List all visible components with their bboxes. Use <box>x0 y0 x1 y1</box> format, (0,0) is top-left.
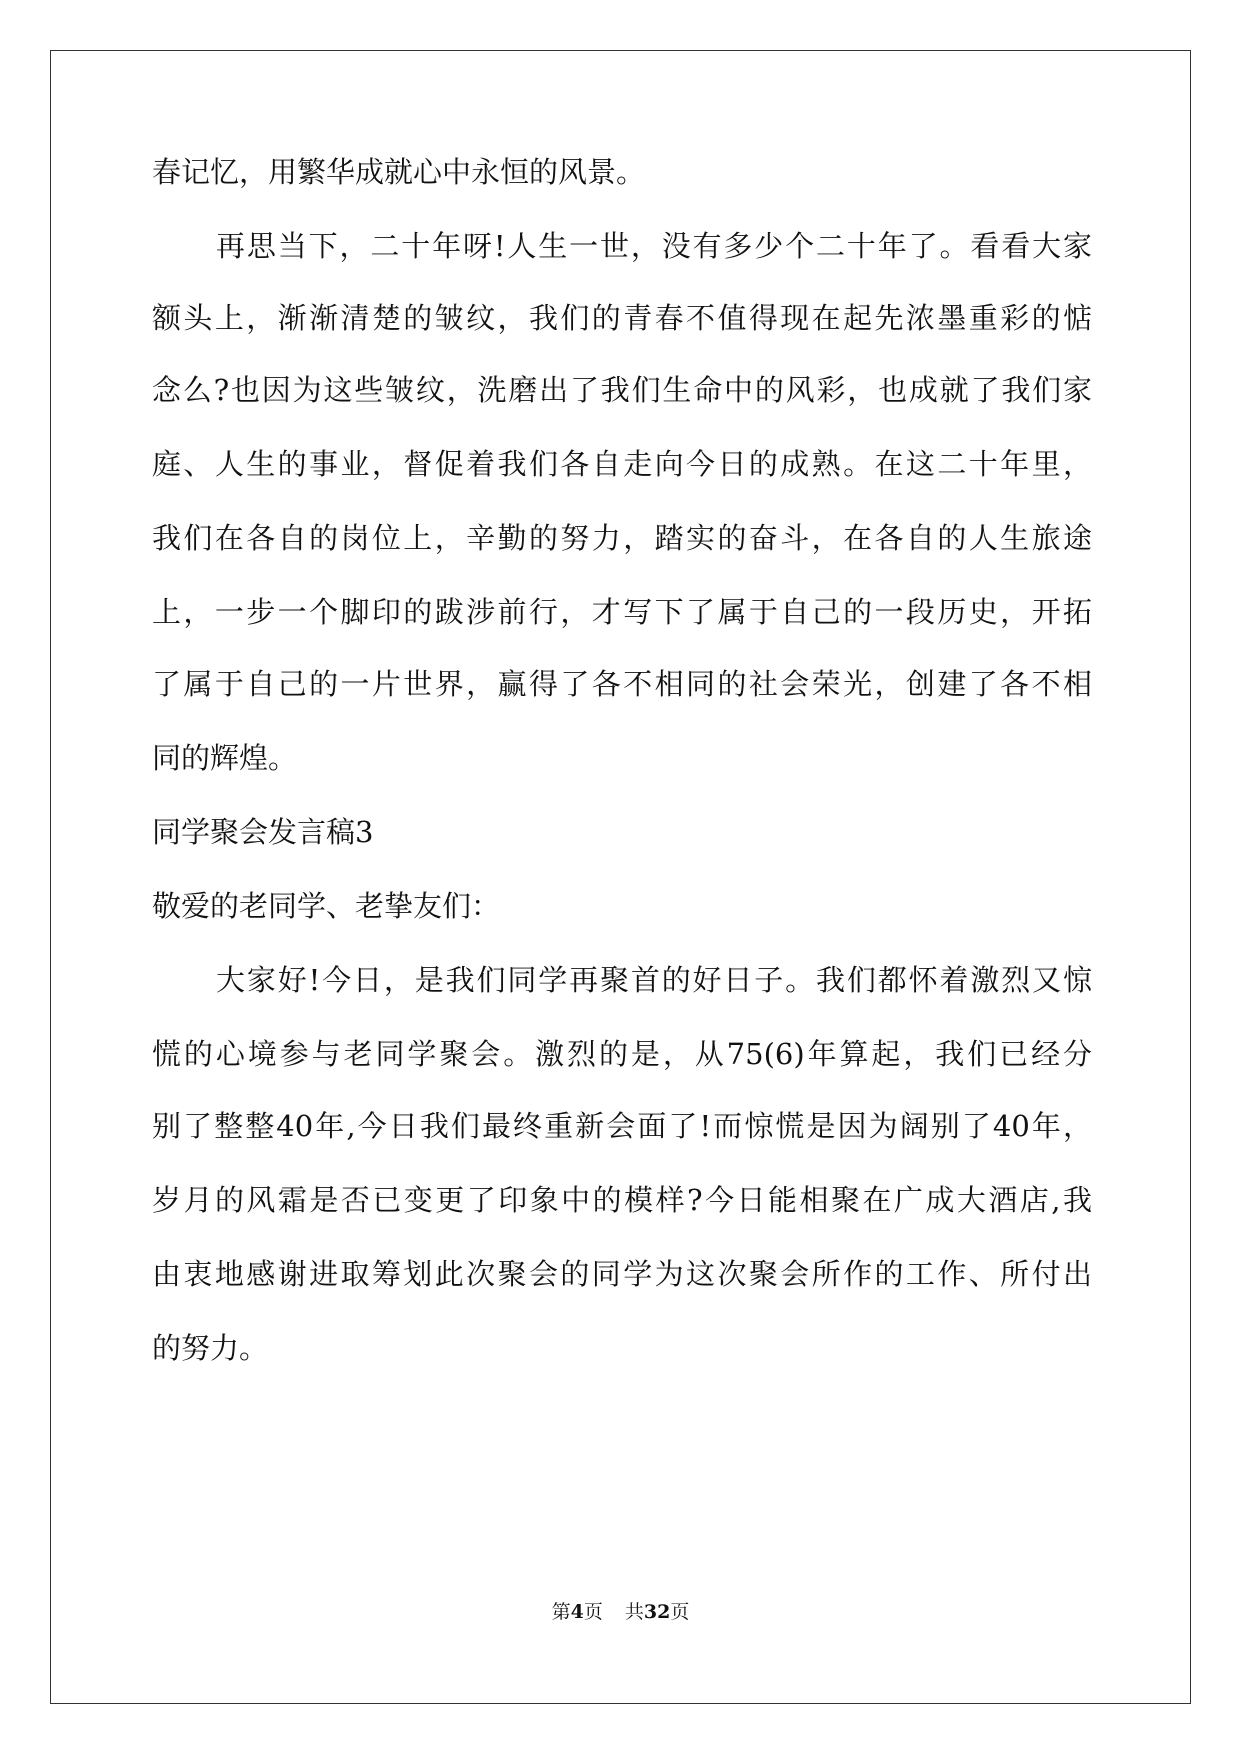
page-number: 4 <box>570 1601 584 1623</box>
text-line: 我们在各自的岗位上，辛勤的努力，踏实的奋斗，在各自的人生旅途 <box>152 521 1092 555</box>
text-line: 同的辉煌。 <box>152 741 298 775</box>
paragraph-first-line: 大家好!今日，是我们同学再聚首的好日子。我们都怀着激烈又惊 <box>216 963 1092 997</box>
text-line: 庭、人生的事业，督促着我们各自走向今日的成熟。在这二十年里， <box>152 447 1092 481</box>
section-heading: 同学聚会发言稿3 <box>152 815 374 849</box>
text-line: 念么?也因为这些皱纹，洗磨出了我们生命中的风彩，也成就了我们家 <box>152 373 1092 407</box>
text-line: 由衷地感谢进取筹划此次聚会的同学为这次聚会所作的工作、所付出 <box>152 1257 1092 1291</box>
text-line: 慌的心境参与老同学聚会。激烈的是，从75(6)年算起，我们已经分 <box>152 1037 1092 1071</box>
text-line: 春记忆，用繁华成就心中永恒的风景。 <box>152 155 646 189</box>
text-line: 的努力。 <box>152 1331 269 1365</box>
text-line: 额头上，渐渐清楚的皱纹，我们的青春不值得现在起先浓墨重彩的惦 <box>152 301 1092 335</box>
page-footer <box>0 1600 1241 1624</box>
total-suffix: 页 <box>670 1601 690 1623</box>
total-prefix: 共 <box>624 1601 644 1623</box>
page-prefix: 第 <box>551 1601 571 1623</box>
salutation: 敬爱的老同学、老挚友们： <box>152 889 501 923</box>
total-pages: 32 <box>643 1601 671 1623</box>
paragraph-first-line: 再思当下，二十年呀!人生一世，没有多少个二十年了。看看大家 <box>216 229 1092 263</box>
text-line: 岁月的风霜是否已变更了印象中的模样?今日能相聚在广成大酒店,我 <box>152 1183 1092 1217</box>
text-line: 上，一步一个脚印的跋涉前行，才写下了属于自己的一段历史，开拓 <box>152 595 1092 629</box>
page-suffix: 页 <box>583 1601 603 1623</box>
text-line: 了属于自己的一片世界，赢得了各不相同的社会荣光，创建了各不相 <box>152 667 1092 701</box>
text-line: 别了整整40年,今日我们最终重新会面了!而惊慌是因为阔别了40年， <box>152 1109 1092 1143</box>
